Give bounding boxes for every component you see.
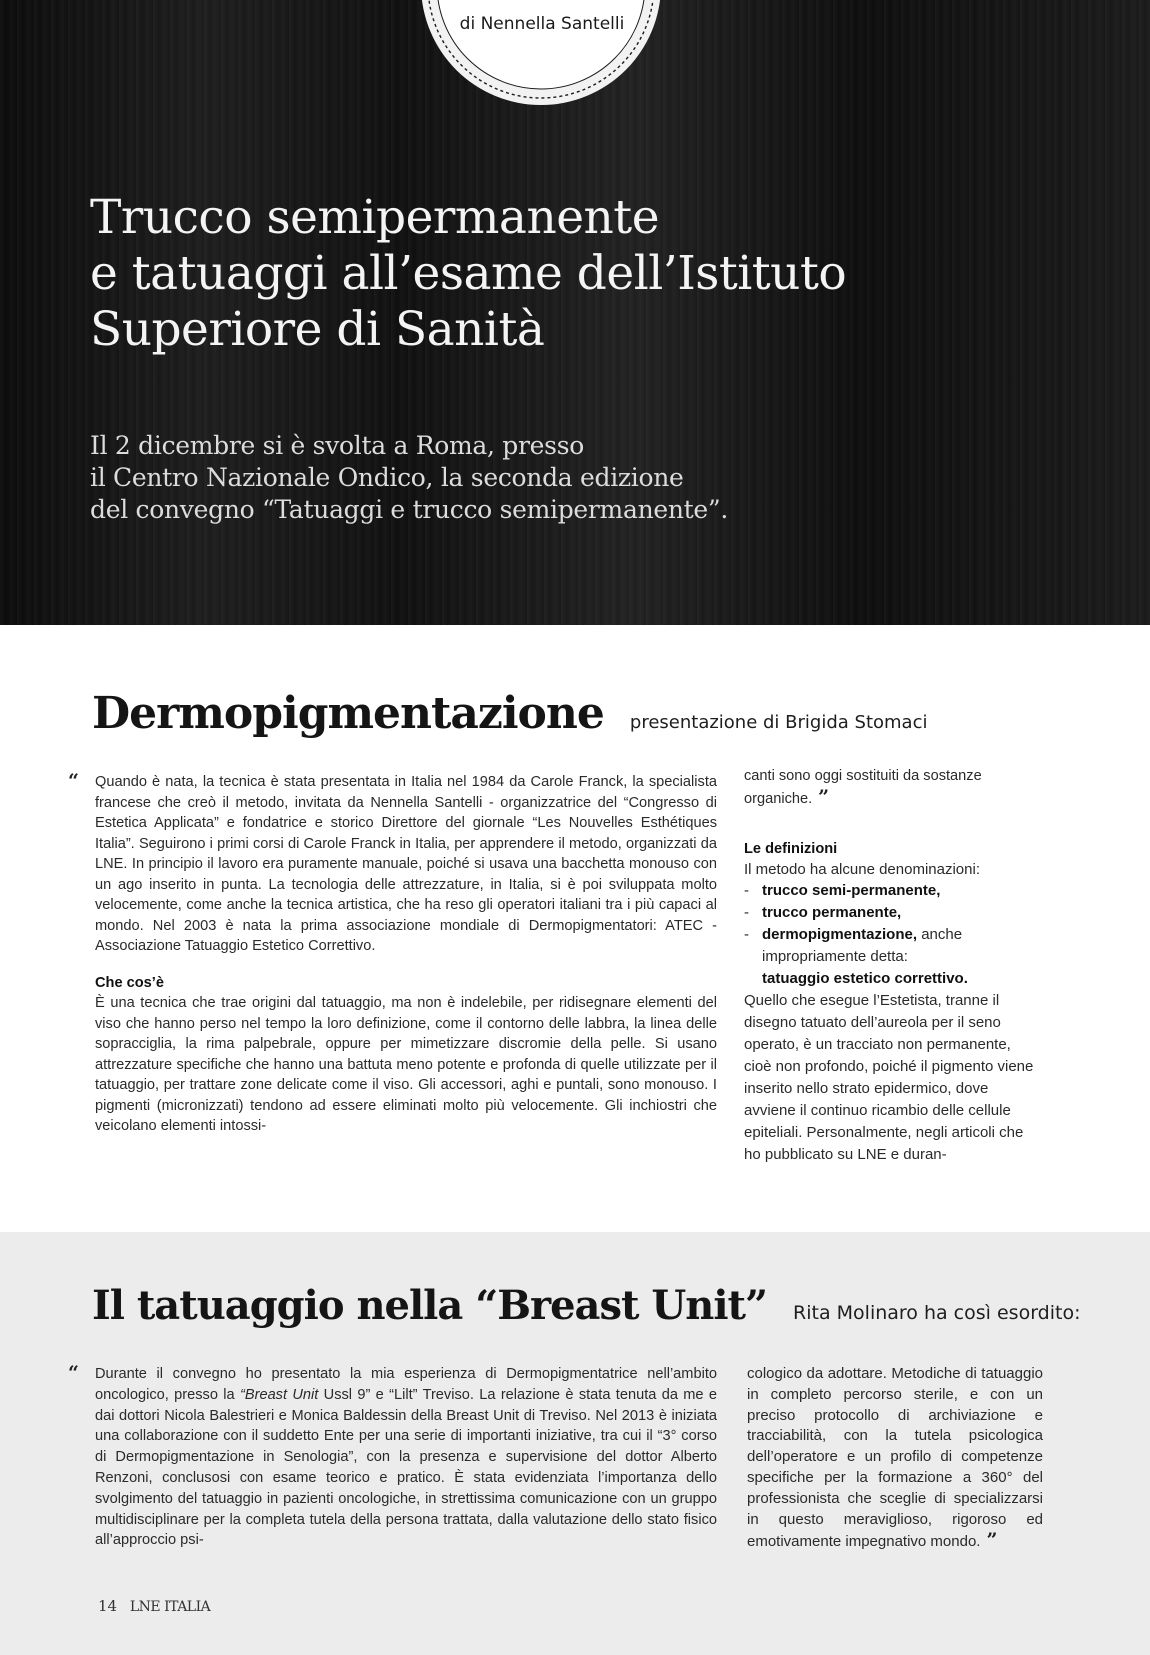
subtitle-line: Il 2 dicembre si è svolta a Roma, presso	[90, 431, 584, 460]
close-quote-mark: ”	[818, 785, 830, 808]
paragraph	[744, 766, 1042, 809]
close-quote-mark: ”	[986, 1529, 998, 1552]
list-item: - trucco semi-permanente,	[744, 880, 1042, 902]
header-banner	[0, 0, 1150, 625]
section-byline: presentazione di Brigida Stomaci	[629, 712, 928, 733]
paragraph: cologico da adottare. Metodiche di tatuaggio in completo percorso sterile, e con un preciso protocollo di archiviazione e tracciabilità, con la tutela psicologica dell’operatore e un profilo di competenze specifiche per la formazione a 360° del professionista che sceglie di specializzarsi in questo meraviglioso, rigoroso ed emotivamente impegnativo mondo. ”	[747, 1365, 1043, 1552]
open-quote-mark: “	[68, 1362, 79, 1384]
title-line: Superiore di Sanità	[90, 302, 545, 357]
definitions-intro: Il metodo ha alcune denominazioni:	[744, 860, 980, 878]
subheading-che-cose: Che cos’è	[95, 974, 164, 991]
article-title	[90, 190, 1090, 358]
article-subtitle	[90, 430, 990, 526]
open-quote-mark: “	[68, 770, 79, 792]
paragraph: Durante il convegno ho presentato la mia esperienza di Dermopigmentatrice nell’ambito oncologico, presso la “Breast Unit Ussl 9” e “Lilt” Treviso. La relazione è stata tenuta da me e dai dottori Nicola Balestrieri e Monica Baldessin della Breast Unit di Treviso. Nel 2013 è iniziata una collaborazione con il suddetto Ente per una serie di importanti iniziative, tra cui il “3° corso di Dermopigmentazione in Senologia”, con la presenza e supervisione del dottor Alberto Renzoni, conclusosi con esame teorico e pratico. È stata evidenziata l’importanza dello svolgimento del tatuaggio in pazienti oncologiche, in strettissima comunicazione con un gruppo multidisciplinare per la completa tutela della persona trattata, dalla valutazione dello stato fisico all’approccio psi-	[95, 1366, 718, 1549]
section2-left-column	[95, 1364, 717, 1551]
title-line: e tatuaggi all’esame dell’Istituto	[90, 246, 847, 301]
list-item: - trucco permanente,	[744, 902, 1042, 924]
section1-right-column	[744, 766, 1042, 1166]
section-heading-dermopigmentazione	[92, 688, 927, 739]
section1-left-column	[95, 772, 717, 1137]
section-title: Il tatuaggio nella “Breast Unit”	[92, 1282, 768, 1329]
definitions-extra: tatuaggio estetico correttivo.	[762, 970, 968, 987]
subtitle-line: del convegno “Tatuaggi e trucco semipermanente”.	[90, 495, 729, 524]
definitions-list	[744, 880, 1042, 968]
subtitle-line: il Centro Nazionale Ondico, la seconda edizione	[90, 463, 684, 492]
paragraph: È una tecnica che trae origini dal tatuaggio, ma non è indelebile, per ridisegnare elementi del viso che hanno perso nel tempo la loro definizione, come il contorno delle labbra, la linea delle sopracciglia, la rima palpebrale, oppure per mimetizzare discromie della pelle. Si usano attrezzature specifiche che hanno una battuta meno potente e profonda di quelle utilizzate per il tatuaggio, per trattare zone delicate come il viso. Gli accessori, aghi e puntali, sono monouso. I pigmenti (micronizzati) tendono ad essere eliminati molto più velocemente. Gli inchiostri che veicolano elementi intossi-	[95, 995, 717, 1134]
author-line: di Nennella Santelli	[459, 14, 625, 34]
section2-right-column	[747, 1364, 1043, 1553]
paragraph: Quando è nata, la tecnica è stata presentata in Italia nel 1984 da Carole Franck, la specialista francese che creò il metodo, invitata da Nennella Santelli - organizzatrice del “Congresso di Estetica Applicata” e fondatrice e storico Direttore del giornale “Les Nouvelles Esthétiques Italia”. Seguirono i primi corsi di Carole Franck in Italia, per apprendere il metodo, organizzati da LNE. In principio il lavoro era puramente manuale, poiché si usava una bacchetta monouso con un ago inserito in punta. La tecnologia delle attrezzature, in Italia, si è poi sviluppata molto velocemente, come anche la tecnica artistica, che ha reso gli operatori italiani tra i più capaci al mondo. Nel 2003 è nata la prima associazione mondiale di Dermopigmentatori: ATEC - Associazione Tatuaggio Estetico Correttivo.	[95, 774, 717, 954]
section-heading-breast-unit	[92, 1282, 1080, 1329]
magazine-name: LNE ITALIA	[129, 1599, 211, 1615]
page-footer	[98, 1597, 210, 1615]
subheading-definizioni: Le definizioni	[744, 841, 838, 857]
title-line: Trucco semipermanente	[90, 190, 660, 245]
paragraph: Quello che esegue l’Estetista, tranne il disegno tatuato dell’aureola per il seno operato, è un tracciato non permanente, cioè non profondo, poiché il pigmento viene inserito nello strato epidermico, dove avviene il continuo ricambio delle cellule epiteliali. Personalmente, negli articoli che ho pubblicato su LNE e duran-	[744, 992, 1034, 1163]
list-item: - dermopigmentazione, anche impropriamente detta:	[744, 924, 1042, 968]
section-byline: Rita Molinaro ha così esordito:	[793, 1302, 1081, 1324]
paragraph-text: canti sono oggi sostituiti da sostanze organiche.	[744, 768, 982, 807]
section-title: Dermopigmentazione	[92, 688, 604, 739]
page-number: 14	[98, 1597, 118, 1615]
